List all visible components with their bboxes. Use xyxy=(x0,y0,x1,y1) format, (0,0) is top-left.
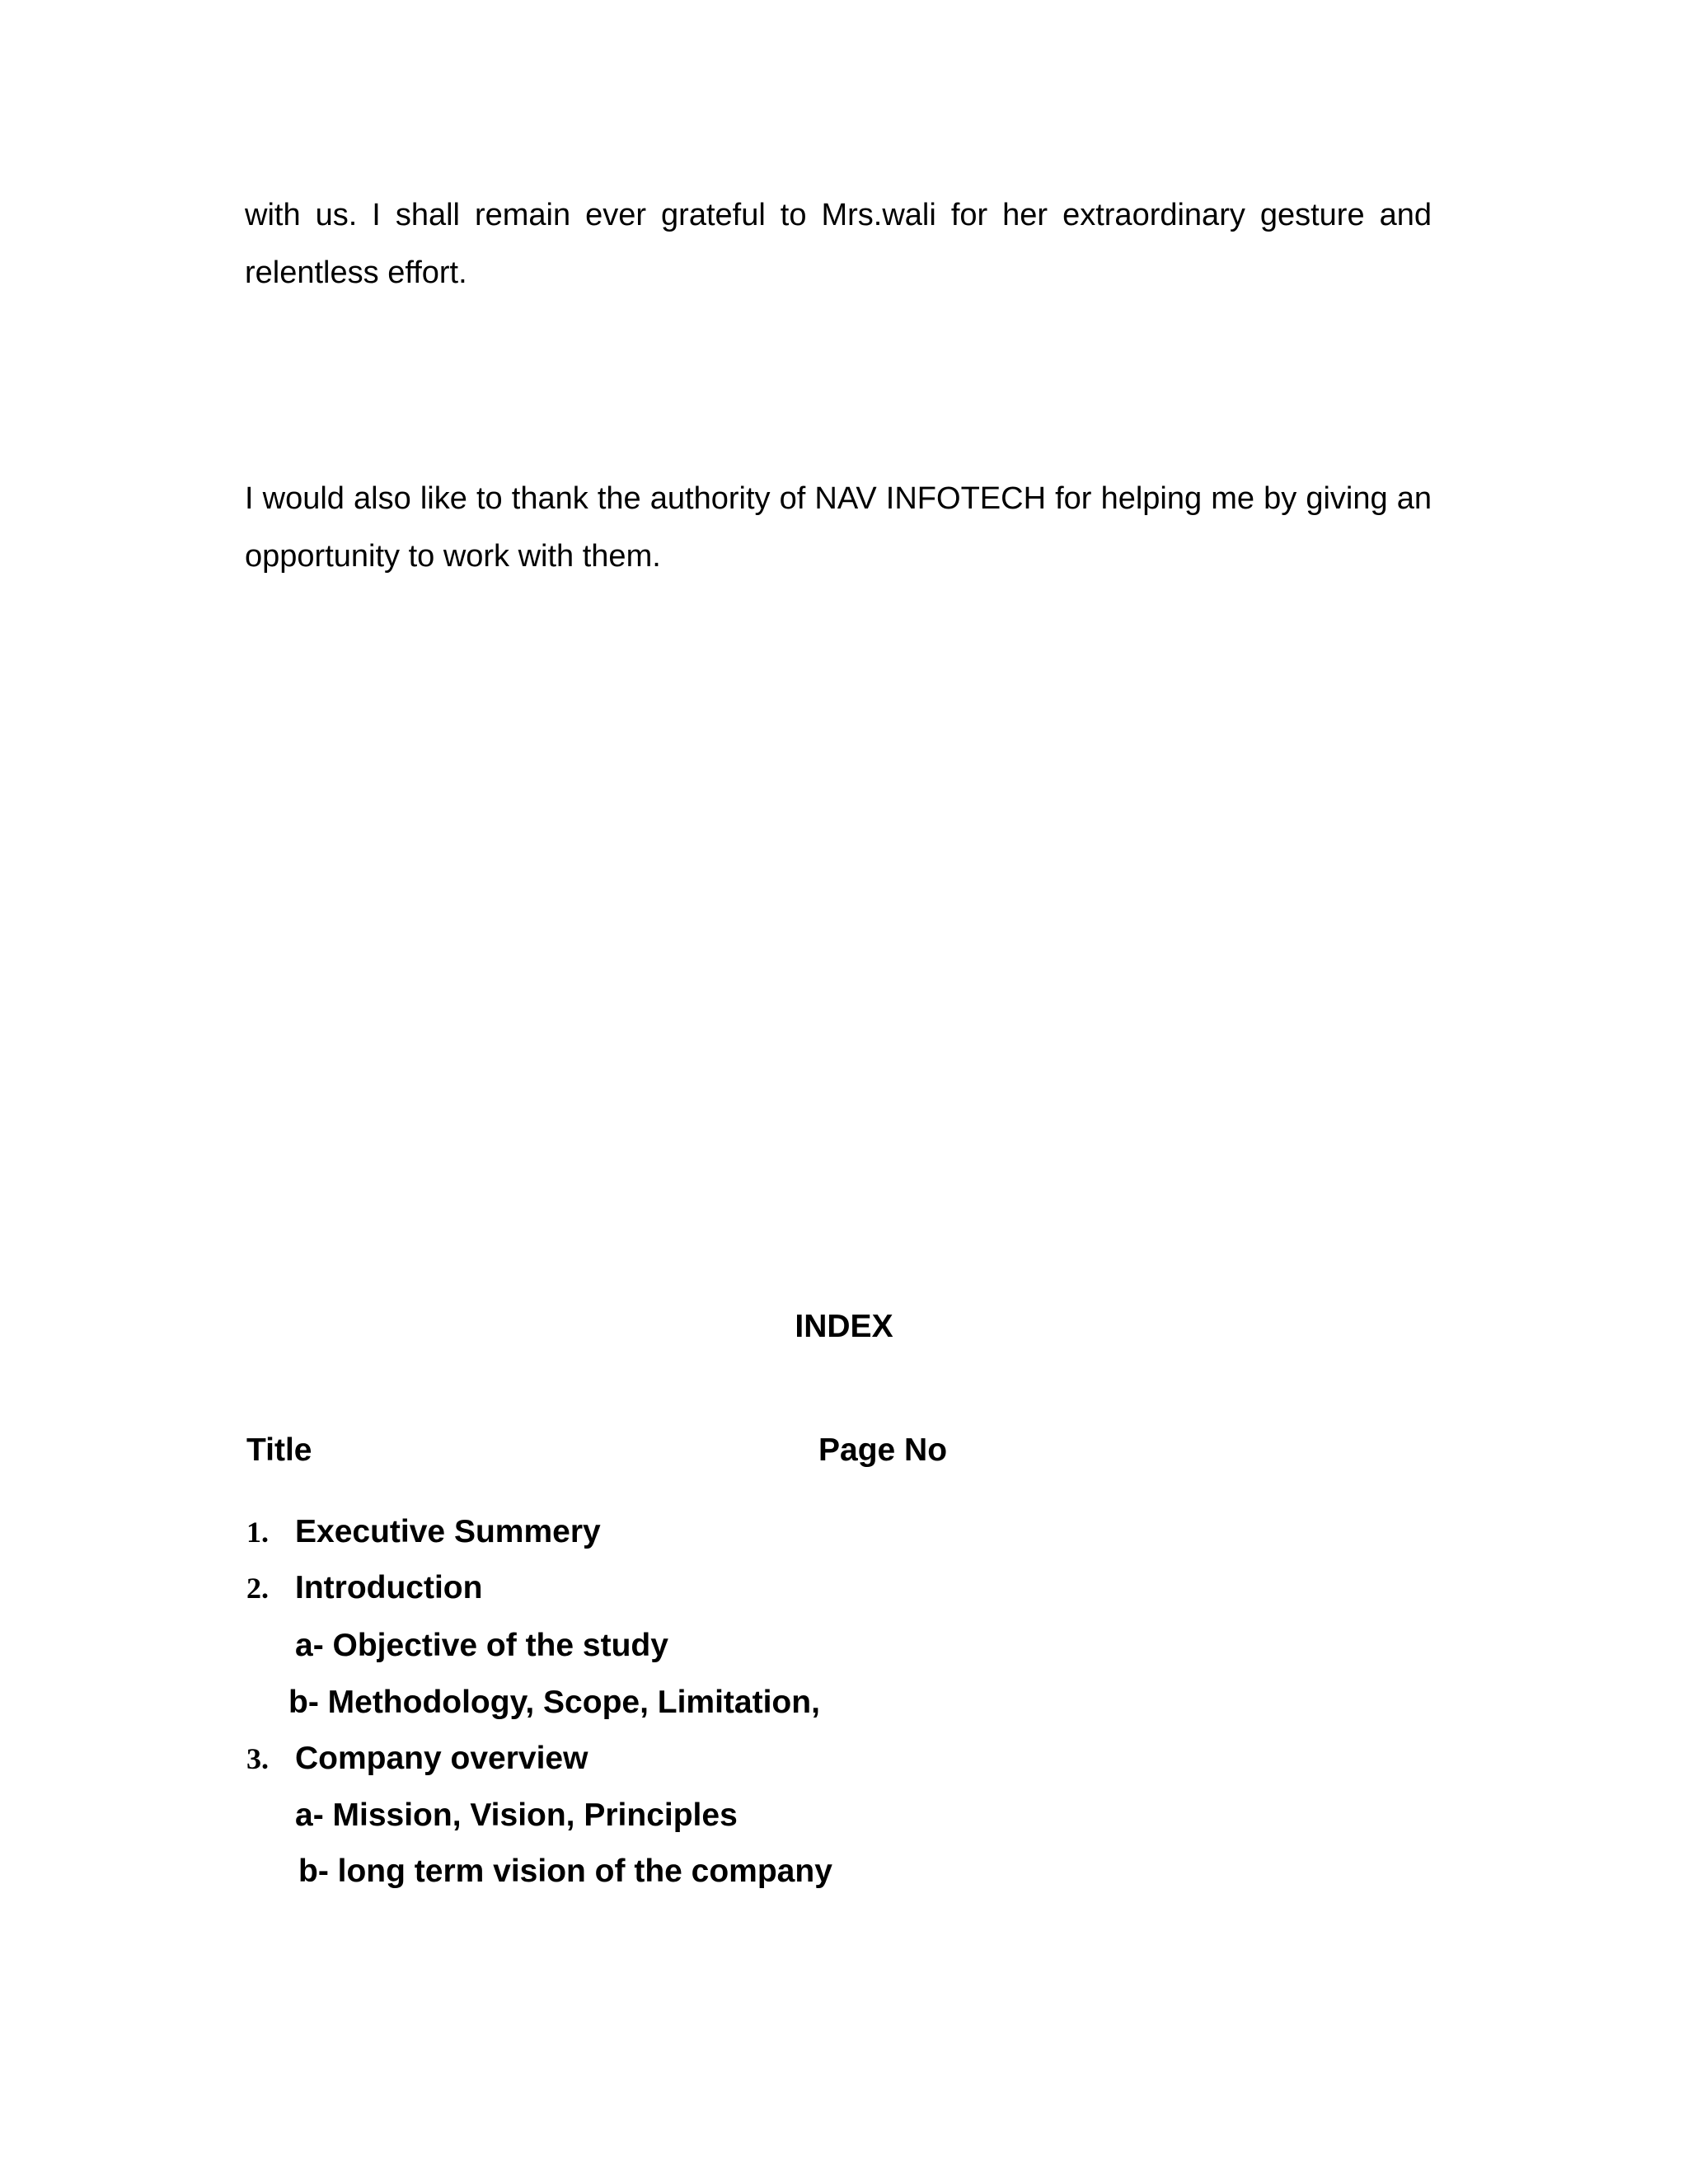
toc-item-number: 1. xyxy=(246,1516,269,1549)
toc-item-number: 3. xyxy=(246,1742,269,1775)
toc-item-text: Introduction xyxy=(295,1570,483,1605)
toc-item-number: 2. xyxy=(246,1572,269,1605)
index-column-title: Title xyxy=(246,1432,312,1468)
acknowledgement-paragraph-1: with us. I shall remain ever grateful to Mrs.wali for her extraordinary gesture and relentless effort. xyxy=(245,198,1432,290)
toc-item-text: b- Methodology, Scope, Limitation, xyxy=(288,1685,820,1720)
index-column-page-no: Page No xyxy=(818,1432,948,1468)
toc-item-text: a- Objective of the study xyxy=(295,1628,668,1663)
toc-item-text: Company overview xyxy=(295,1741,588,1776)
toc-item-text: b- long term vision of the company xyxy=(298,1854,832,1889)
index-heading: INDEX xyxy=(795,1309,893,1344)
toc-item-text: Executive Summery xyxy=(295,1514,601,1549)
acknowledgement-paragraph-2: I would also like to thank the authority of NAV INFOTECH for helping me by giving an opportunity to work with them. xyxy=(245,481,1432,574)
toc-item-text: a- Mission, Vision, Principles xyxy=(295,1797,738,1833)
